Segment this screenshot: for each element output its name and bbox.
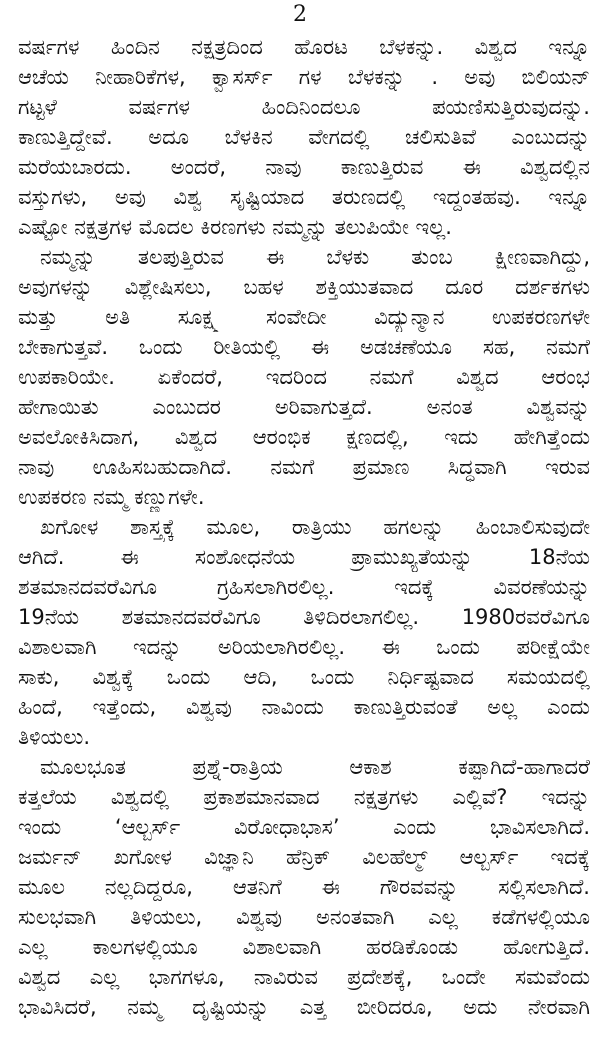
text-line: ಎಷ್ಟೋ ನಕ್ಷತ್ರಗಳ ಮೊದಲ ಕಿರಣಗಳು ನಮ್ಮನ್ನು ತಲುಪಿಯೇ ಇಲ್ಲ. [18,215,452,239]
text-line: ಸುಲಭವಾಗಿ ತಿಳಿಯಲು, ವಿಶ್ವವು ಅನಂತವಾಗಿ ಎಲ್ಲ ಕಡೆಗಳಲ್ಲಿಯೂ [18,905,590,929]
text-line: ವರ್ಷಗಳ ಹಿಂದಿನ ನಕ್ಷತ್ರದಿಂದ ಹೊರಟ ಬೆಳಕನ್ನು. ವಿಶ್ವದ ಇನ್ನೂ [18,35,590,59]
text-line: ಮತ್ತು ಅತಿ ಸೂಕ್ಷ್ಮ ಸಂವೇದೀ ವಿದ್ಯುನ್ಮಾನ ಉಪಕರಣಗಳೇ [18,305,590,329]
text-line: ನಾವು ಊಹಿಸಬಹುದಾಗಿದೆ. ನಮಗೆ ಪ್ರಮಾಣ ಸಿದ್ಧವಾಗಿ ಇರುವ [18,455,590,479]
text-line: ಗಟ್ಟಳೆ ವರ್ಷಗಳ ಹಿಂದಿನಿಂದಲೂ ಪಯಣಿಸುತ್ತಿರುವುದನ್ನು. [18,95,590,119]
text-line: ಎಲ್ಲ ಕಾಲಗಳಲ್ಲಿಯೂ ವಿಶಾಲವಾಗಿ ಹರಡಿಕೊಂಡು ಹೋಗುತ್ತಿದೆ. [18,935,590,959]
text-line: ಆಗಿದೆ. ಈ ಸಂಶೋಧನೆಯ ಪ್ರಾಮುಖ್ಯತೆಯನ್ನು 18ನೆಯ [18,545,590,569]
text-line: ಮರೆಯಬಾರದು. ಅಂದರೆ, ನಾವು ಕಾಣುತ್ತಿರುವ ಈ ವಿಶ್ವದಲ್ಲಿನ [18,155,590,179]
text-line: ಕತ್ತಲೆಯ ವಿಶ್ವದಲ್ಲಿ ಪ್ರಕಾಶಮಾನವಾದ ನಕ್ಷತ್ರಗಳು ಎಲ್ಲಿವೆ? ಇದನ್ನು [18,785,590,809]
text-line: ಸಾಕು, ವಿಶ್ವಕ್ಕೆ ಒಂದು ಆದಿ, ಒಂದು ನಿರ್ಧಿಷ್ಟವಾದ ಸಮಯದಲ್ಲಿ [18,665,590,689]
text-line: ಉಪಕರಣ ನಮ್ಮ ಕಣ್ಣುಗಳೇ. [18,485,205,509]
text-line: ಉಪಕಾರಿಯೇ. ಏಕೆಂದರೆ, ಇದರಿಂದ ನಮಗೆ ವಿಶ್ವದ ಆರಂಭ [18,365,590,389]
text-line: ಭಾವಿಸಿದರೆ, ನಮ್ಮ ದೃಷ್ಟಿಯನ್ನು ಎತ್ತ ಬೀರಿದರೂ, ಅದು ನೇರವಾಗಿ [18,995,590,1019]
page-number: 2 [293,2,307,27]
text-line: ಅವಲೋಕಿಸಿದಾಗ, ವಿಶ್ವದ ಆರಂಭಿಕ ಕ್ಷಣದಲ್ಲಿ, ಇದು ಹೇಗಿತ್ತೆಂದು [18,425,590,449]
text-line: ಬೇಕಾಗುತ್ತವೆ. ಒಂದು ರೀತಿಯಲ್ಲಿ ಈ ಅಡಚಣೆಯೂ ಸಹ, ನಮಗೆ [18,335,590,359]
text-line: ಹಿಂದೆ, ಇತ್ತೆಂದು, ವಿಶ್ವವು ನಾವಿಂದು ಕಾಣುತ್ತಿರುವಂತೆ ಅಲ್ಲ ಎಂದು [18,695,590,719]
text-line: ಅವುಗಳನ್ನು ವಿಶ್ಲೇಷಿಸಲು, ಬಹಳ ಶಕ್ತಿಯುತವಾದ ದೂರ ದರ್ಶಕಗಳು [18,275,590,299]
text-line: ವಿಶಾಲವಾಗಿ ಇದನ್ನು ಅರಿಯಲಾಗಿರಲಿಲ್ಲ. ಈ ಒಂದು ಪರೀಕ್ಷೆಯೇ [18,635,590,659]
text-line: ಹೇಗಾಯಿತು ಎಂಬುದರ ಅರಿವಾಗುತ್ತದೆ. ಅನಂತ ವಿಶ್ವವನ್ನು [18,395,590,419]
text-line: ಆಚೆಯ ನೀಹಾರಿಕೆಗಳ, ಕ್ವಾಸರ್ಸ್ ಗಳ ಬೆಳಕನ್ನು . ಅವು ಬಿಲಿಯನ್ [18,65,590,89]
text-line: ಮೂಲಭೂತ ಪ್ರಶ್ನೆ-ರಾತ್ರಿಯ ಆಕಾಶ ಕಪ್ಪಾಗಿದೆ-ಹಾಗಾದರೆ [40,755,590,779]
text-line: ಮೂಲ ನಲ್ಲದಿದ್ದರೂ, ಆತನಿಗೆ ಈ ಗೌರವವನ್ನು ಸಲ್ಲಿಸಲಾಗಿದೆ. [18,875,590,899]
text-line: ಕಾಣುತ್ತಿದ್ದೇವೆ. ಅದೂ ಬೆಳಕಿನ ವೇಗದಲ್ಲಿ ಚಲಿಸುತಿವೆ ಎಂಬುದನ್ನು [18,125,590,149]
text-line: ವಸ್ತುಗಳು, ಅವು ವಿಶ್ವ ಸೃಷ್ಟಿಯಾದ ತರುಣದಲ್ಲಿ ಇದ್ದಂತಹವು. ಇನ್ನೂ [18,185,590,209]
text-line: ವಿಶ್ವದ ಎಲ್ಲ ಭಾಗಗಳೂ, ನಾವಿರುವ ಪ್ರದೇಶಕ್ಕೆ, ಒಂದೇ ಸಮವೆಂದು [18,965,590,989]
paragraph [18,512,590,752]
paragraph [18,32,590,242]
text-line: ತಿಳಿಯಲು. [18,725,91,749]
text-line: ಖಗೋಳ ಶಾಸ್ತ್ರಕ್ಕೆ ಮೂಲ, ರಾತ್ರಿಯು ಹಗಲನ್ನು ಹಿಂಬಾಲಿಸುವುದೇ [40,515,590,539]
paragraph [18,752,590,1022]
paragraph [18,242,590,512]
text-line: ಇಂದು ‘ಆಲ್ಬರ್ಸ್ ವಿರೋಧಾಭಾಸ’ ಎಂದು ಭಾವಿಸಲಾಗಿದೆ. [18,815,590,839]
text-line: ಶತಮಾನದವರೆವಿಗೂ ಗ್ರಹಿಸಲಾಗಿರಲಿಲ್ಲ. ಇದಕ್ಕೆ ವಿವರಣೆಯನ್ನು [18,575,590,599]
text-line: ಜರ್ಮನ್ ಖಗೋಳ ವಿಜ್ಞಾನಿ ಹೆನ್ರಿಕ್ ವಿಲಹೆಲ್ಮ್ ಆಲ್ಬರ್ಸ್ ಇದಕ್ಕೆ [18,845,590,869]
text-line: 19ನೆಯ ಶತಮಾನದವರೆವಿಗೂ ತಿಳಿದಿರಲಾಗಲಿಲ್ಲ. 1980ರವರೆವಿಗೂ [18,605,590,629]
body-text [18,32,590,1022]
text-line: ನಮ್ಮನ್ನು ತಲಪುತ್ತಿರುವ ಈ ಬೆಳಕು ತುಂಬ ಕ್ಷೀಣವಾಗಿದ್ದು, [40,245,590,269]
